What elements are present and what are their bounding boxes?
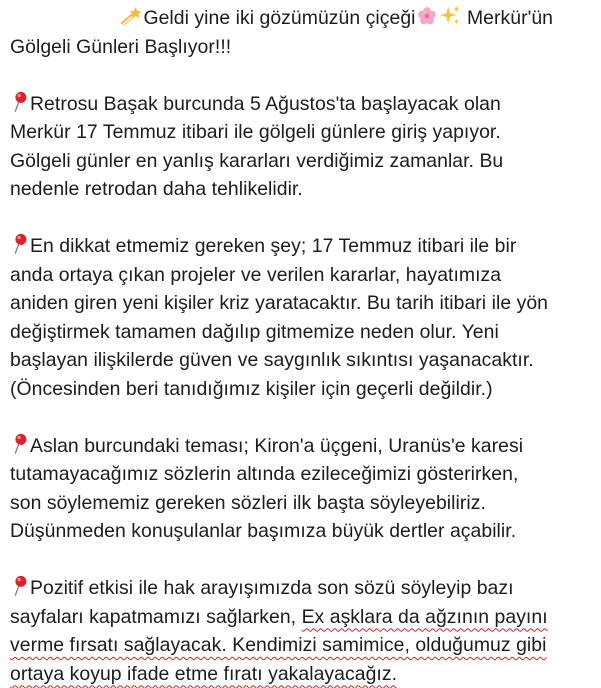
spellcheck-underlined-text: Ex aşklara da ağzının payını [302, 606, 548, 628]
round-pushpin-icon [10, 91, 30, 113]
paragraph-2-line-5: başlayan ilişkilerde güven ve saygınlık sıkıntısı yaşanacaktır. [10, 346, 596, 375]
spellcheck-underlined-text: ortaya koyup ifade etme fıratı yakalayacağız. [10, 663, 397, 685]
round-pushpin-icon [10, 575, 30, 597]
paragraph-2-line-4: değiştirmek tamamen dağılıp gitmemize neden olur. Yeni [10, 318, 596, 347]
paragraph-1-line-1 [10, 90, 596, 119]
shooting-star-icon [120, 5, 142, 27]
paragraph-1-line-4: nedenle retrodan daha tehlikelidir. [10, 175, 596, 204]
paragraph-gap [10, 546, 596, 575]
paragraph-3-line-4: Düşünmeden konuşulanlar başımıza büyük dertler açabilir. [10, 517, 596, 546]
paragraph-3-line-1 [10, 432, 596, 461]
title-line-1 [10, 4, 596, 33]
sparkles-icon [439, 5, 461, 27]
paragraph-1-line-2: Merkür 17 Temmuz itibari ile gölgeli günlere giriş yapıyor. [10, 118, 596, 147]
title-text-2: Merkür'ün [462, 7, 554, 29]
paragraph-1-text-1: Retrosu Başak burcunda 5 Ağustos'ta başlayacak olan [30, 93, 501, 115]
paragraph-2-text-1: En dikkat etmemiz gereken şey; 17 Temmuz itibari ile bir [30, 235, 516, 257]
paragraph-4-line-3 [10, 631, 596, 660]
spellcheck-underlined-text: verme fırsatı sağlayacak. Kendimizi samimice, olduğumuz gibi [10, 634, 546, 656]
paragraph-4-text-2: sayfaları kapatmamızı sağlarken, [10, 606, 302, 628]
paragraph-gap [10, 61, 596, 90]
cherry-blossom-icon [416, 5, 438, 27]
round-pushpin-icon [10, 433, 30, 455]
paragraph-gap [10, 403, 596, 432]
paragraph-2-line-1 [10, 232, 596, 261]
paragraph-1-line-3: Gölgeli günler en yanlış kararları verdiğimiz zamanlar. Bu [10, 147, 596, 176]
paragraph-4-line-2 [10, 603, 596, 632]
paragraph-4-text-1: Pozitif etkisi ile hak arayışımızda son sözü söyleyip bazı [30, 577, 514, 599]
paragraph-2-line-6: (Öncesinden beri tanıdığımız kişiler için geçerli değildir.) [10, 375, 596, 404]
paragraph-2-line-2: anda ortaya çıkan projeler ve verilen kararlar, hayatımıza [10, 261, 596, 290]
paragraph-3-text-1: Aslan burcundaki teması; Kiron'a üçgeni, Uranüs'e karesi [30, 435, 523, 457]
paragraph-gap [10, 204, 596, 233]
document [10, 4, 596, 688]
paragraph-4-line-1 [10, 574, 596, 603]
title-text-1: Geldi yine iki gözümüzün çiçeği [143, 7, 415, 29]
paragraph-3-line-2: tutamayacağımız sözlerin altında ezileceğimizi gösterirken, [10, 460, 596, 489]
round-pushpin-icon [10, 233, 30, 255]
paragraph-2-line-3: aniden giren yeni kişiler kriz yaratacaktır. Bu tarih itibari ile yön [10, 289, 596, 318]
paragraph-3-line-3: son söylememiz gereken sözleri ilk başta söyleyebiliriz. [10, 489, 596, 518]
title-line-2: Gölgeli Günleri Başlıyor!!! [10, 33, 596, 62]
paragraph-4-line-4 [10, 660, 596, 688]
